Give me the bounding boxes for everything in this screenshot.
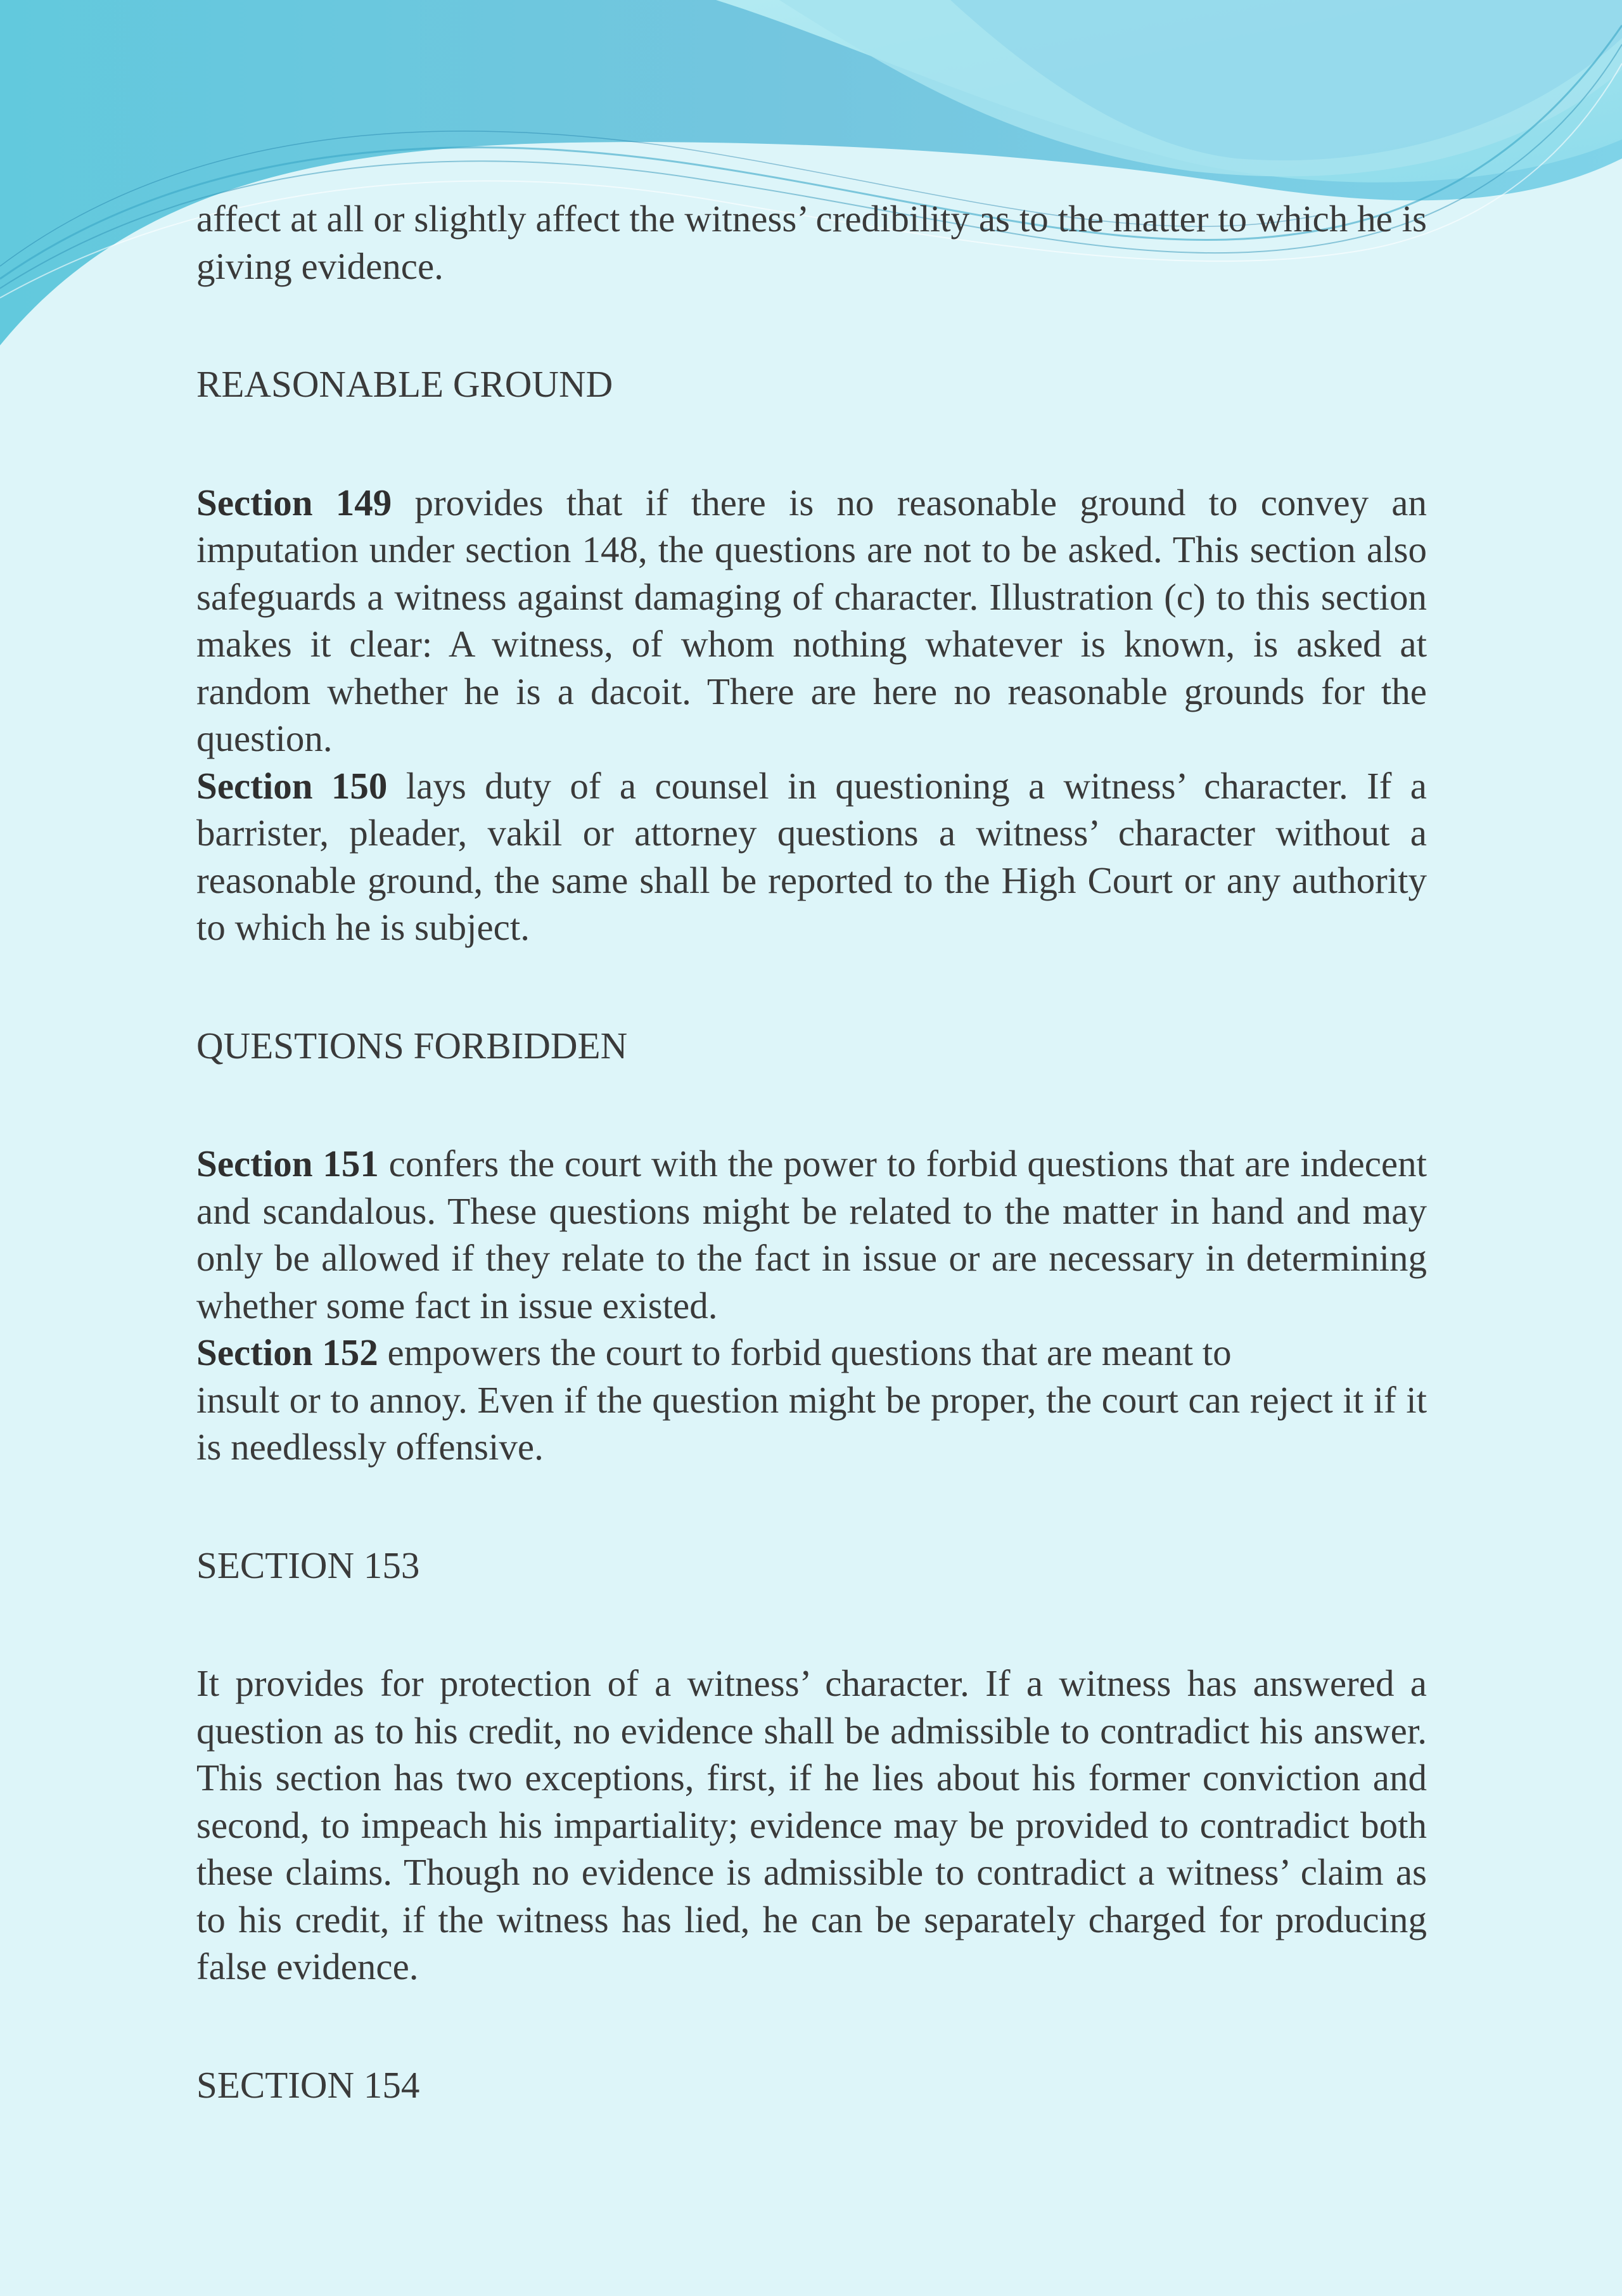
paragraph-section-152: Section 152 empowers the court to forbid questions that are meant to [196,1331,1232,1373]
paragraph-section-151: Section 151 confers the court with the power to forbid questions that are indecent and scandalous. These questions might be related to the matter in hand and may only be allowed if they relate to the fact in issue or are necessary in determining whether some fact in issue existed. [196,1143,1427,1326]
section-ref: Section 152 [196,1331,378,1373]
section-heading-154: SECTION 154 [196,2063,420,2106]
section-ref: Section 150 [196,764,388,807]
paragraph-section-153: It provides for protection of a witness’ character. If a witness has answered a question as to his credit, no evidence shall be admissible to contradict his answer. This section has two exceptions, first, if he lies about his former conviction and second, to impeach his impartiality; evidence may be provided to contradict both these claims. Though no evidence is admissible to contradict a witness’ claim as to his credit, if the witness has lied, he can be separately charged for producing false evidence. [196,1662,1427,1987]
paragraph-section-152-continued: insult or to annoy. Even if the question might be proper, the court can reject it if it is needlessly offensive. [196,1378,1427,1468]
section-heading-questions-forbidden: QUESTIONS FORBIDDEN [196,1024,628,1067]
intro-fragment: affect at all or slightly affect the witness’ credibility as to the matter to which he is giving evidence. [196,198,1427,287]
section-ref: Section 149 [196,481,392,523]
section-heading-reasonable-ground: REASONABLE GROUND [196,363,613,405]
section-heading-153: SECTION 153 [196,1544,420,1586]
paragraph-section-150: Section 150 lays duty of a counsel in questioning a witness’ character. If a barrister, pleader, vakil or attorney questions a witness’ character without a reasonable ground, the same shall be reported to the High Court or any authority to which he is subject. [196,764,1427,948]
section-ref: Section 151 [196,1143,379,1184]
document-body [196,195,1427,2108]
paragraph-section-149: Section 149 provides that if there is no reasonable ground to convey an imputation under section 148, the questions are not to be asked. This section also safeguards a witness against damaging of character. Illustration (c) to this section makes it clear: A witness, of whom nothing whatever is known, is asked at random whether he is a dacoit. There are here no reasonable grounds for the question. [196,481,1427,759]
